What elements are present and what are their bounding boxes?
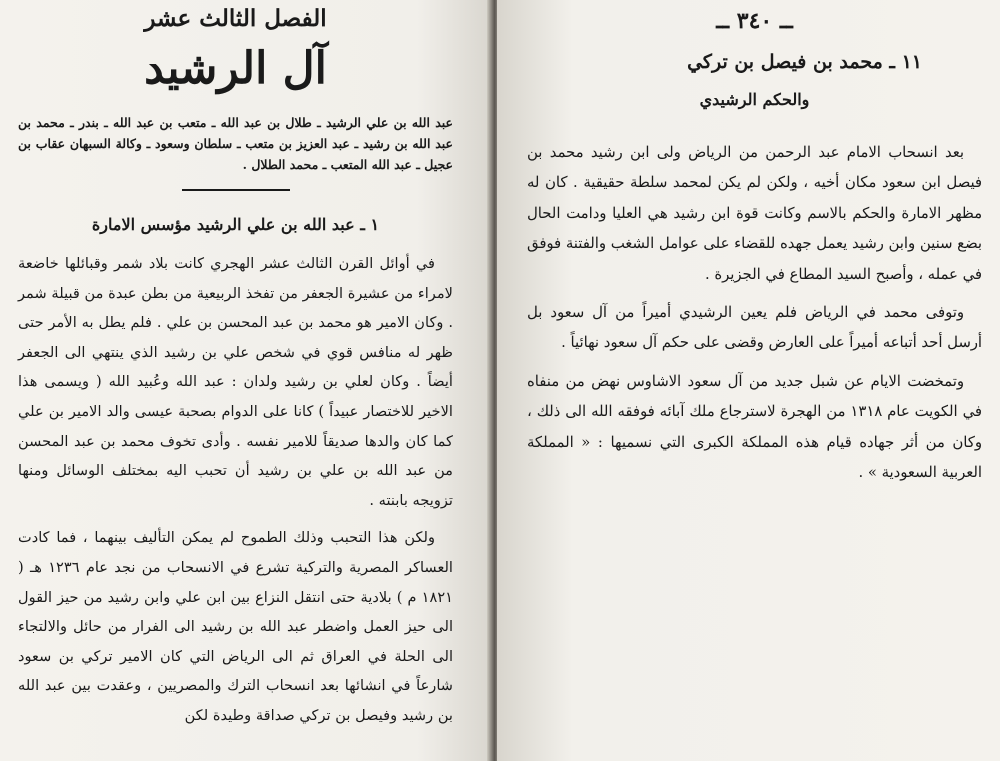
paragraph: وتمخضت الايام عن شبل جديد من آل سعود الاشاوس نهض من منفاه في الكويت عام ١٣١٨ من الهجرة لاسترجاع ملك آبائه فوفقه الله الى ذلك ، وكان من أثر جهاده قيام هذه المملكة الكبرى التي نسميها : « المملكة العربية السعودية » . — [527, 372, 983, 482]
section-heading: ١ ـ عبد الله بن علي الرشيد مؤسس الامارة — [91, 215, 380, 234]
chapter-title: الفصل الثالث عشر — [144, 5, 327, 32]
page-number: ــ ٣٤٠ ــ — [716, 8, 793, 34]
main-title: آل الرشيد — [144, 43, 327, 94]
paragraph: بعد انسحاب الامام عبد الرحمن من الرياض ولى ابن رشيد محمد بن فيصل ابن سعود مكان أخيه ، ولكن لم يكن لمحمد سلطة حقيقية . كان له مظهر الامارة والحكم بالاسم وكانت قوة ابن رشيد هي العليا ودامت الحال بضع سنين وابن رشيد يعمل جهده للقضاء على عوامل الشغب والفتنة فوفق في عمله ، وأصبح السيد المطاع في الجزيرة . — [527, 144, 982, 283]
paragraph: وتوفى محمد في الرياض فلم يعين الرشيدي أميراً من آل سعود بل أرسل أحد أتباعه أميراً على العارض وقضى على حكم آل سعود نهائياً . — [527, 304, 982, 352]
divider-rule — [182, 189, 290, 191]
paragraph: ولكن هذا التحبب وذلك الطموح لم يمكن التأليف بينهما ، فما كادت العساكر المصرية والتركية تشرع في الانسحاب من نجد عام ١٢٣٦ هـ ( ١٨٢١ م ) بلادية حتى انتقل النزاع بين ابن علي وابن رشيد من حيز القول الى حيز العمل واضطر عبد الله بن رشيد الى الفرار من حائل والالتجاء الى الحلة في العراق ثم الى الرياض التي كان الامير تركي بن سعود شارعاً في انشائها بعد انسحاب الترك والمصريين ، وعقدت بين عبد الله بن رشيد وفيصل بن تركي صداقة وطيدة لكن — [18, 529, 453, 724]
left-page — [0, 0, 491, 761]
sub-heading: والحكم الرشيدي — [699, 90, 810, 109]
person-heading: ١١ ـ محمد بن فيصل بن تركي — [687, 51, 922, 73]
paragraph: في أوائل القرن الثالث عشر الهجري كانت بلاد شمر وقبائلها خاضعة لامراء من عشيرة الجعفر من تفخذ الربيعية من بطن عبدة من قبيلة شمر . وكان الامير هو محمد بن عبد المحسن بن علي . فلم يطل به الأمر حتى ظهر له منافس قوي في شخص علي بن رشيد الذي ينتهي الى الجعفر أيضاً . وكان لعلي بن رشيد ولدان : عبد الله وعُبيد الله ( ويسمى هذا الاخير للاختصار عبيداً ) كانا على الدوام بصحبة عيسى والد الامير بن علي كما كان والدها صديقاً للامير نفسه . وأدى تخوف محمد بن عبد المحسن من عبد الله بن علي بن رشيد أن تحبب اليه بمختلف الوسائل ومنها تزويجه بابنته . — [18, 255, 453, 509]
right-page — [497, 0, 1000, 761]
names-list: عبد الله بن علي الرشيد ـ طلال بن عبد الله ـ متعب بن عبد الله ـ بندر ـ محمد بن عبد الله بن رشيد ـ عبد العزيز بن متعب ـ سلطان وسعود ـ وكالة السبهان عقاب بن عجيل ـ عبد الله المتعب ـ محمد الطلال . — [18, 115, 453, 172]
